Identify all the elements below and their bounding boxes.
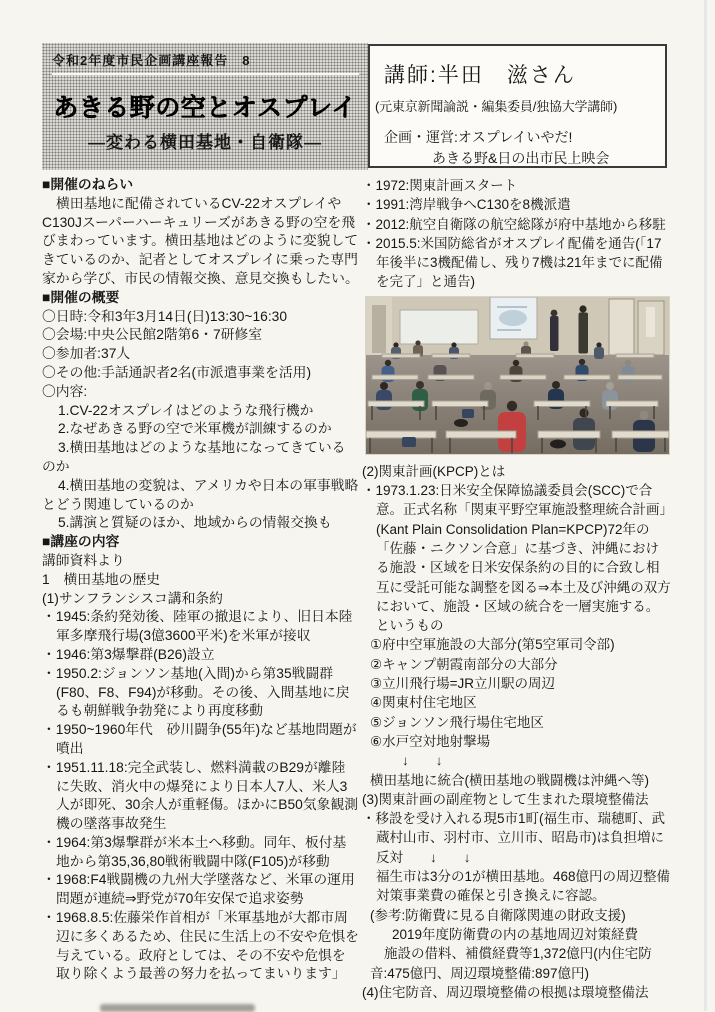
facility-item-2: ②キャンプ朝霞南部分の大部分 <box>370 656 558 672</box>
aim-heading: ■開催のねらい <box>42 177 134 192</box>
right-column <box>362 176 672 1002</box>
history-item-1968: ・1968:F4戦闘機の九州大学墜落など、米軍の運用問題が連続⇒野党が70年安保で追求姿勢 <box>42 872 355 907</box>
overview-item-date: 〇日時:令和3年3月14日(日)13:30~16:30 <box>42 308 287 324</box>
overview-item-other: 〇その他:手話通訳者2名(市派遣事業を活用) <box>42 364 312 380</box>
history-item-1951: ・1951.11.18:完全武装し、燃料満載のB29が離陸に失敗、消火中の爆発により日本人7人、米人3人が即死、30余人が重軽傷。ほかにB50気象観測機の墜落事故発生 <box>42 759 359 832</box>
kpcp-heading: (2)関東計画(KPCP)とは <box>362 463 506 479</box>
facility-item-6: ⑥水戸空対地射撃場 <box>370 733 491 749</box>
fussa-note: 福生市は3分の1が横田基地。468億円の周辺整備対策事業費の確保と引き換えに容認。 <box>376 869 671 904</box>
aim-paragraph: 横田基地に配備されているCV-22オスプレイやC130Jスーパーハーキュリーズがあきる野の空を飛びまわっています。横田基地はどのように変貌してきているのか、記者としてオスプレイに乗った専門家から学び、市民の情報交換、意見交換もしたい。 <box>42 195 359 286</box>
lecturer-name: 講師:半田 滋さん <box>384 64 576 87</box>
contents-item-3: 3.横田基地はどのような基地になってきているのか <box>42 440 346 474</box>
overview-item-contents: 〇内容: <box>42 383 88 399</box>
classroom-photo-illustration <box>366 297 669 454</box>
overview-item-venue: 〇会場:中央公民館2階第6・7研修室 <box>42 327 263 343</box>
classroom-photo <box>365 296 670 455</box>
lecturer-box <box>368 44 667 168</box>
history-item-1950s: ・1950~1960年代 砂川闘争(55年)など基地問題が噴出 <box>42 722 357 756</box>
kpcp-paragraph: ・1973.1.23:日米安全保障協議委員会(SCC)で合意。正式名称「関東平野空軍施設整理統合計画」(Kant Plain Consolidation Plan=KPCP)72年の「佐藤・ニクソン合意」に基づき、沖縄における施設・区域を日米安保条約の目的に合致し相互に受託可能な調整を図る⇒本土及び沖縄の双方において、施設・区域の統合を一層実施する。というもの <box>362 483 671 634</box>
overview-item-attendees: 〇参加者:37人 <box>42 346 131 362</box>
facility-item-3: ③立川飛行場=JR立川駅の周辺 <box>370 676 555 692</box>
down-arrows: ↓ ↓ <box>402 753 443 769</box>
history-item-1950-2: ・1950.2:ジョンソン基地(入間)から第35戦闘群(F80、F8、F94)が移動。その後、入間基地に戻るも朝鮮戦争勃発により再度移動 <box>42 665 350 719</box>
page-title: あきる野の空とオスプレイ <box>53 94 357 122</box>
left-column <box>42 176 359 984</box>
title-banner <box>42 43 368 170</box>
facility-item-4: ④関東村住宅地区 <box>370 695 477 711</box>
timeline-item-1972: ・1972:関東計画スタート <box>362 178 518 193</box>
organizer-line-2: あきる野&日の出市民上映会 <box>432 150 610 166</box>
back-wall <box>366 297 669 359</box>
timeline-item-1991: ・1991:湾岸戦争へC130を8機派遣 <box>362 197 571 213</box>
contents-item-4: 4.横田基地の変貌は、アメリカや日本の軍事戦略とどう関連しているのか <box>42 477 359 512</box>
integration-note: 横田基地に統合(横田基地の戦闘機は沖縄へ等) <box>370 772 649 788</box>
lecturer-affiliation: (元東京新聞論説・編集委員/独協大学講師) <box>375 99 618 114</box>
facility-item-1: ①府中空軍施設の大部分(第5空軍司令部) <box>370 637 615 653</box>
treaty-heading: (1)サンフランシスコ講和条約 <box>42 590 223 606</box>
history-title: 1 横田基地の歴史 <box>42 571 161 587</box>
history-item-1968-8-5: ・1968.8.5:佐藤栄作首相が「米軍基地が大都市周辺に多くあるため、住民に生活上の不安や危惧を与えている。政府としては、その不安や危惧を取り除くよう最善の努力を払ってまいります」 <box>42 910 359 982</box>
timeline-item-2012: ・2012:航空自衛隊の航空総隊が府中基地から移駐 <box>362 216 666 232</box>
relocation-item: ・移設を受け入れる現5市1町(福生市、瑞穂町、武蔵村山市、羽村市、立川市、昭島市)は負担増に <box>362 811 666 846</box>
organizer-line-1: 企画・運営:オスプレイいやだ! <box>384 129 573 145</box>
reference-line-2: 施設の借料、補償経費等1,372億円(内住宅防音:475億円、周辺環境整備:897億円) <box>370 946 652 981</box>
contents-item-2: 2.なぜあきる野の空で米軍機が訓練するのか <box>58 421 332 437</box>
reference-heading: (参考:防衛費に見る自衛隊関連の財政支援) <box>370 907 626 923</box>
report-series-label: 令和2年度市民企画講座報告 8 <box>52 50 359 75</box>
page-subtitle: ―変わる横田基地・自衛隊― <box>88 133 322 152</box>
facility-item-5: ⑤ジョンソン飛行場住宅地区 <box>370 714 544 730</box>
environment-law-heading: (3)関東計画の副産物として生まれた環境整備法 <box>362 791 649 807</box>
contents-item-5: 5.講演と質疑のほか、地域からの情報交換も <box>58 515 332 531</box>
lecture-content-heading: ■講座の内容 <box>42 534 120 550</box>
contents-item-1: 1.CV-22オスプレイはどのような飛行機か <box>58 402 314 418</box>
scan-streak <box>704 0 707 1011</box>
source-note: 講師資料より <box>42 552 125 568</box>
timeline-item-2015: ・2015.5:米国防総省がオスプレイ配備を通告(「17年後半に3機配備し、残り7機は21年までに配備を完了」と通告) <box>362 235 663 290</box>
reference-line-1: 2019年度防衛費の内の基地周辺対策経費 <box>392 926 639 942</box>
overview-heading: ■開催の概要 <box>42 289 120 305</box>
history-item-1945: ・1945:条約発効後、陸軍の撤退により、旧日本陸軍多摩飛行場(3億3600平米)を米軍が接収 <box>42 609 353 644</box>
relocation-opposition-arrows: 反対 ↓ ↓ <box>376 849 471 865</box>
soundproof-heading: (4)住宅防音、周辺環境整備の根拠は環境整備法 <box>362 984 649 1000</box>
history-item-1946: ・1946:第3爆撃群(B26)設立 <box>42 646 215 662</box>
history-item-1964: ・1964:第3爆撃群が米本土へ移動。同年、板付基地から第35,36,80戦術戦闘中隊(F105)が移動 <box>42 834 347 869</box>
